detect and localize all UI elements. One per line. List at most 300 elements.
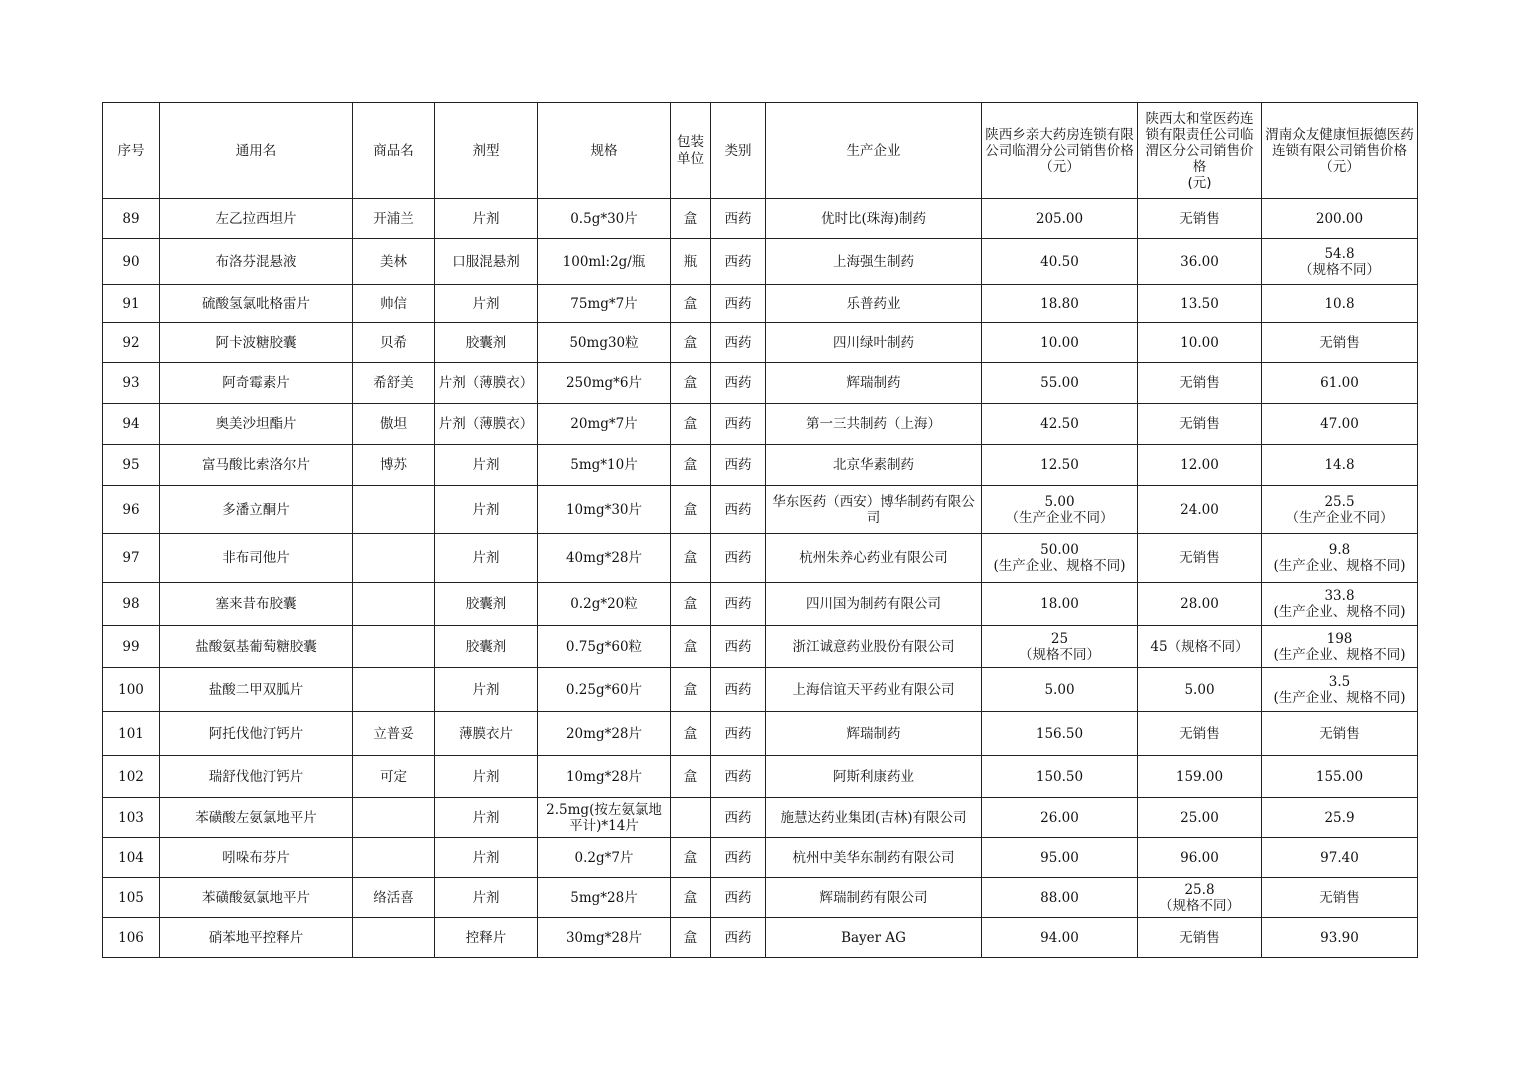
- price-note: （生产企业不同）: [1005, 509, 1114, 526]
- cell-package-unit: 盒: [671, 445, 711, 486]
- cell-brand-name: 帅信: [353, 285, 435, 323]
- cell-generic-name: 阿卡波糖胶囊: [160, 323, 353, 363]
- cell-category: 西药: [711, 534, 766, 583]
- cell-spec: 75mg*7片: [538, 285, 671, 323]
- cell-package-unit: 盒: [671, 534, 711, 583]
- cell-seq: 94: [103, 404, 160, 445]
- cell-generic-name: 富马酸比索洛尔片: [160, 445, 353, 486]
- cell-manufacturer: 四川绿叶制药: [766, 323, 982, 363]
- cell-store2-price: [1138, 712, 1262, 756]
- cell-package-unit: 盒: [671, 199, 711, 239]
- cell-store2-price: [1138, 285, 1262, 323]
- price-value: 25.5: [1324, 493, 1355, 510]
- cell-generic-name: 吲哚布芬片: [160, 838, 353, 878]
- cell-seq: 98: [103, 583, 160, 626]
- cell-category: 西药: [711, 363, 766, 404]
- price-value: 无销售: [1179, 416, 1220, 432]
- cell-dosage-form: 片剂（薄膜衣）: [435, 363, 538, 404]
- price-value: 54.8: [1324, 245, 1355, 262]
- cell-store2-price: [1138, 534, 1262, 583]
- cell-spec: 10mg*28片: [538, 756, 671, 798]
- price-value: 205.00: [1035, 210, 1084, 227]
- cell-seq: 101: [103, 712, 160, 756]
- cell-store1-price: [982, 363, 1138, 404]
- price-value: 5.00: [1044, 493, 1075, 510]
- table-row: [103, 712, 1418, 756]
- cell-store2-price: [1138, 756, 1262, 798]
- cell-manufacturer: 乐普药业: [766, 285, 982, 323]
- cell-store3-price: [1262, 239, 1418, 285]
- price-value: 28.00: [1180, 596, 1219, 612]
- price-note: (生产企业、规格不同): [1273, 558, 1406, 574]
- header-row: [103, 103, 1418, 199]
- cell-seq: 96: [103, 486, 160, 534]
- cell-manufacturer: 华东医药（西安）博华制药有限公司: [766, 486, 982, 534]
- cell-brand-name: 立普妥: [353, 712, 435, 756]
- cell-seq: 105: [103, 878, 160, 918]
- cell-category: 西药: [711, 878, 766, 918]
- price-note: (生产企业、规格不同): [993, 558, 1126, 574]
- cell-generic-name: 多潘立酮片: [160, 486, 353, 534]
- price-value: 无销售: [1179, 725, 1220, 742]
- price-value: 18.80: [1040, 295, 1079, 312]
- cell-dosage-form: 片剂: [435, 756, 538, 798]
- cell-brand-name: [353, 838, 435, 878]
- price-value: 61.00: [1320, 375, 1359, 391]
- cell-store2-price: [1138, 404, 1262, 445]
- cell-store3-price: [1262, 199, 1418, 239]
- cell-store1-price: [982, 838, 1138, 878]
- cell-store3-price: [1262, 878, 1418, 918]
- price-value: 9.8: [1328, 542, 1351, 558]
- cell-store2-price: [1138, 239, 1262, 285]
- price-value: 24.00: [1180, 501, 1219, 518]
- cell-seq: 97: [103, 534, 160, 583]
- cell-dosage-form: 薄膜衣片: [435, 712, 538, 756]
- cell-category: 西药: [711, 199, 766, 239]
- cell-dosage-form: 控释片: [435, 918, 538, 958]
- cell-package-unit: 盒: [671, 626, 711, 668]
- cell-store2-price: [1138, 363, 1262, 404]
- price-note: (生产企业、规格不同): [1273, 689, 1406, 706]
- cell-store3-price: [1262, 534, 1418, 583]
- cell-category: 西药: [711, 486, 766, 534]
- header-spec: 规格: [538, 103, 671, 199]
- cell-spec: 0.2g*7片: [538, 838, 671, 878]
- cell-package-unit: 盒: [671, 583, 711, 626]
- cell-store1-price: [982, 285, 1138, 323]
- price-value: 5.00: [1044, 681, 1075, 698]
- cell-manufacturer: 浙江诚意药业股份有限公司: [766, 626, 982, 668]
- cell-manufacturer: 四川国为制药有限公司: [766, 583, 982, 626]
- price-value: 10.8: [1324, 295, 1355, 312]
- table-body: [103, 199, 1418, 958]
- cell-dosage-form: 片剂: [435, 798, 538, 838]
- cell-store1-price: [982, 323, 1138, 363]
- cell-store3-price: [1262, 756, 1418, 798]
- cell-category: 西药: [711, 668, 766, 712]
- cell-spec: 0.5g*30片: [538, 199, 671, 239]
- cell-manufacturer: Bayer AG: [766, 918, 982, 958]
- cell-brand-name: [353, 798, 435, 838]
- cell-package-unit: 盒: [671, 404, 711, 445]
- cell-store3-price: [1262, 712, 1418, 756]
- cell-generic-name: 盐酸氨基葡萄糖胶囊: [160, 626, 353, 668]
- cell-store1-price: [982, 239, 1138, 285]
- cell-store2-price: [1138, 445, 1262, 486]
- cell-store1-price: [982, 878, 1138, 918]
- cell-dosage-form: 片剂: [435, 838, 538, 878]
- table-row: [103, 918, 1418, 958]
- table-row: [103, 363, 1418, 404]
- cell-store3-price: [1262, 838, 1418, 878]
- cell-store3-price: [1262, 404, 1418, 445]
- price-value: 156.50: [1035, 725, 1084, 742]
- price-value: 159.00: [1175, 768, 1224, 785]
- cell-package-unit: 盒: [671, 878, 711, 918]
- cell-store1-price: [982, 798, 1138, 838]
- cell-spec: 0.25g*60片: [538, 668, 671, 712]
- cell-generic-name: 苯磺酸左氨氯地平片: [160, 798, 353, 838]
- cell-manufacturer: 辉瑞制药: [766, 712, 982, 756]
- cell-brand-name: 贝希: [353, 323, 435, 363]
- header-store3-label: 渭南众友健康恒振德医药连锁有限公司销售价格: [1265, 126, 1414, 159]
- price-note: (生产企业、规格不同): [1273, 604, 1406, 620]
- cell-store3-price: [1262, 363, 1418, 404]
- header-store1-label: 陕西乡亲大药房连锁有限公司临渭分公司销售价格: [985, 126, 1134, 159]
- cell-manufacturer: 优时比(珠海)制药: [766, 199, 982, 239]
- cell-dosage-form: 片剂: [435, 534, 538, 583]
- cell-category: 西药: [711, 626, 766, 668]
- header-store3-unit: （元）: [1319, 158, 1360, 175]
- price-value: 150.50: [1035, 768, 1084, 785]
- cell-generic-name: 奥美沙坦酯片: [160, 404, 353, 445]
- price-value: 无销售: [1179, 550, 1220, 566]
- cell-store2-price: [1138, 626, 1262, 668]
- cell-brand-name: 希舒美: [353, 363, 435, 404]
- header-brand-name: 商品名: [353, 103, 435, 199]
- table-row: [103, 838, 1418, 878]
- table-row: [103, 798, 1418, 838]
- cell-generic-name: 非布司他片: [160, 534, 353, 583]
- cell-store2-price: [1138, 323, 1262, 363]
- cell-seq: 100: [103, 668, 160, 712]
- table-row: [103, 756, 1418, 798]
- cell-generic-name: 瑞舒伐他汀钙片: [160, 756, 353, 798]
- header-package-unit: 包装单位: [671, 103, 711, 199]
- price-value: 14.8: [1324, 457, 1355, 473]
- cell-seq: 104: [103, 838, 160, 878]
- cell-store2-price: [1138, 798, 1262, 838]
- cell-manufacturer: 辉瑞制药有限公司: [766, 878, 982, 918]
- price-value: 95.00: [1040, 849, 1079, 866]
- header-dosage-form: 剂型: [435, 103, 538, 199]
- cell-spec: 40mg*28片: [538, 534, 671, 583]
- header-store2-unit: (元): [1187, 174, 1212, 191]
- cell-seq: 102: [103, 756, 160, 798]
- header-seq: 序号: [103, 103, 160, 199]
- price-note: （生产企业不同）: [1285, 509, 1394, 526]
- cell-store1-price: [982, 404, 1138, 445]
- cell-generic-name: 左乙拉西坦片: [160, 199, 353, 239]
- cell-brand-name: [353, 626, 435, 668]
- cell-package-unit: 盒: [671, 712, 711, 756]
- price-value: 42.50: [1040, 416, 1079, 432]
- price-value: 155.00: [1315, 768, 1364, 785]
- cell-spec: 20mg*7片: [538, 404, 671, 445]
- price-note: (生产企业、规格不同): [1273, 646, 1406, 663]
- price-value: 50.00: [1040, 542, 1079, 558]
- price-value: 93.90: [1320, 929, 1359, 946]
- table-row: [103, 668, 1418, 712]
- cell-generic-name: 硝苯地平控释片: [160, 918, 353, 958]
- cell-store3-price: [1262, 323, 1418, 363]
- cell-generic-name: 硫酸氢氯吡格雷片: [160, 285, 353, 323]
- cell-package-unit: 瓶: [671, 239, 711, 285]
- cell-dosage-form: 胶囊剂: [435, 323, 538, 363]
- cell-seq: 90: [103, 239, 160, 285]
- price-value: 无销售: [1319, 334, 1360, 351]
- cell-dosage-form: 片剂: [435, 668, 538, 712]
- price-value: 无销售: [1179, 929, 1220, 946]
- cell-seq: 89: [103, 199, 160, 239]
- cell-seq: 92: [103, 323, 160, 363]
- cell-package-unit: 盒: [671, 918, 711, 958]
- table-row: [103, 583, 1418, 626]
- price-value: 94.00: [1040, 929, 1079, 946]
- cell-spec: 0.2g*20粒: [538, 583, 671, 626]
- cell-store1-price: [982, 445, 1138, 486]
- cell-spec: 0.75g*60粒: [538, 626, 671, 668]
- price-value: 12.50: [1040, 457, 1079, 473]
- cell-manufacturer: 北京华素制药: [766, 445, 982, 486]
- price-value: 25: [1050, 630, 1069, 647]
- cell-store2-price: [1138, 583, 1262, 626]
- table-row: [103, 323, 1418, 363]
- price-value: 33.8: [1324, 588, 1355, 604]
- cell-store1-price: [982, 199, 1138, 239]
- header-store1-price: [982, 103, 1138, 199]
- header-store3-price: [1262, 103, 1418, 199]
- cell-category: 西药: [711, 239, 766, 285]
- price-value: 55.00: [1040, 375, 1079, 391]
- cell-spec: 5mg*28片: [538, 878, 671, 918]
- table-row: [103, 285, 1418, 323]
- cell-spec: 10mg*30片: [538, 486, 671, 534]
- cell-brand-name: 络活喜: [353, 878, 435, 918]
- cell-package-unit: 盒: [671, 285, 711, 323]
- cell-brand-name: [353, 534, 435, 583]
- cell-store1-price: [982, 626, 1138, 668]
- cell-store3-price: [1262, 583, 1418, 626]
- cell-store3-price: [1262, 445, 1418, 486]
- cell-store3-price: [1262, 918, 1418, 958]
- cell-generic-name: 苯磺酸氨氯地平片: [160, 878, 353, 918]
- cell-package-unit: 盒: [671, 363, 711, 404]
- cell-manufacturer: 杭州朱养心药业有限公司: [766, 534, 982, 583]
- price-value: 无销售: [1179, 375, 1220, 391]
- cell-store3-price: [1262, 798, 1418, 838]
- price-value: 198: [1326, 630, 1353, 647]
- cell-store2-price: [1138, 486, 1262, 534]
- cell-spec: 5mg*10片: [538, 445, 671, 486]
- cell-store2-price: [1138, 668, 1262, 712]
- cell-manufacturer: 上海信谊天平药业有限公司: [766, 668, 982, 712]
- cell-seq: 93: [103, 363, 160, 404]
- cell-package-unit: 盒: [671, 323, 711, 363]
- table-row: [103, 445, 1418, 486]
- cell-manufacturer: 辉瑞制药: [766, 363, 982, 404]
- cell-dosage-form: 片剂: [435, 878, 538, 918]
- price-value: 3.5: [1328, 673, 1351, 690]
- table-row: [103, 534, 1418, 583]
- cell-dosage-form: 胶囊剂: [435, 626, 538, 668]
- cell-spec: 250mg*6片: [538, 363, 671, 404]
- cell-store1-price: [982, 756, 1138, 798]
- cell-manufacturer: 上海强生制药: [766, 239, 982, 285]
- cell-store2-price: [1138, 918, 1262, 958]
- cell-package-unit: 盒: [671, 486, 711, 534]
- table-header: [103, 103, 1418, 199]
- cell-store2-price: [1138, 838, 1262, 878]
- cell-seq: 91: [103, 285, 160, 323]
- cell-category: 西药: [711, 918, 766, 958]
- cell-seq: 103: [103, 798, 160, 838]
- cell-generic-name: 阿托伐他汀钙片: [160, 712, 353, 756]
- price-note: （规格不同）: [1019, 646, 1100, 663]
- header-store2-price: [1138, 103, 1262, 199]
- cell-package-unit: 盒: [671, 838, 711, 878]
- header-category: 类别: [711, 103, 766, 199]
- table-row: [103, 486, 1418, 534]
- cell-store3-price: [1262, 486, 1418, 534]
- cell-dosage-form: 口服混悬剂: [435, 239, 538, 285]
- cell-category: 西药: [711, 712, 766, 756]
- cell-spec: 100ml:2g/瓶: [538, 239, 671, 285]
- price-value: 12.00: [1180, 457, 1219, 473]
- price-value: 25.8: [1184, 881, 1215, 898]
- cell-package-unit: [671, 798, 711, 838]
- price-value: 10.00: [1180, 334, 1219, 351]
- price-note: （规格不同）: [1159, 897, 1240, 914]
- cell-dosage-form: 片剂: [435, 445, 538, 486]
- table-row: [103, 878, 1418, 918]
- cell-seq: 106: [103, 918, 160, 958]
- price-value: 13.50: [1180, 295, 1219, 312]
- price-value: 45（规格不同）: [1150, 638, 1249, 655]
- cell-generic-name: 阿奇霉素片: [160, 363, 353, 404]
- cell-manufacturer: 杭州中美华东制药有限公司: [766, 838, 982, 878]
- cell-store2-price: [1138, 199, 1262, 239]
- cell-category: 西药: [711, 445, 766, 486]
- cell-category: 西药: [711, 838, 766, 878]
- cell-brand-name: 傲坦: [353, 404, 435, 445]
- cell-category: 西药: [711, 404, 766, 445]
- cell-store1-price: [982, 534, 1138, 583]
- cell-store3-price: [1262, 668, 1418, 712]
- price-value: 200.00: [1315, 210, 1364, 227]
- header-store2-label: 陕西太和堂医药连锁有限责任公司临渭区分公司销售价格: [1145, 110, 1254, 175]
- cell-brand-name: 美林: [353, 239, 435, 285]
- cell-dosage-form: 胶囊剂: [435, 583, 538, 626]
- cell-store1-price: [982, 668, 1138, 712]
- cell-brand-name: 开浦兰: [353, 199, 435, 239]
- cell-spec: 20mg*28片: [538, 712, 671, 756]
- table-row: [103, 404, 1418, 445]
- price-value: 无销售: [1179, 210, 1220, 227]
- cell-brand-name: [353, 583, 435, 626]
- price-value: 88.00: [1040, 889, 1079, 906]
- cell-seq: 99: [103, 626, 160, 668]
- cell-dosage-form: 片剂: [435, 199, 538, 239]
- cell-package-unit: 盒: [671, 668, 711, 712]
- price-value: 5.00: [1184, 681, 1215, 698]
- price-value: 25.9: [1324, 809, 1355, 826]
- cell-spec: 50mg30粒: [538, 323, 671, 363]
- cell-manufacturer: 第一三共制药（上海）: [766, 404, 982, 445]
- cell-brand-name: [353, 918, 435, 958]
- price-value: 97.40: [1320, 849, 1359, 866]
- cell-category: 西药: [711, 798, 766, 838]
- header-store1-unit: （元）: [1039, 158, 1080, 175]
- cell-store1-price: [982, 712, 1138, 756]
- price-value: 36.00: [1180, 253, 1219, 270]
- cell-brand-name: 博苏: [353, 445, 435, 486]
- table-row: [103, 626, 1418, 668]
- price-value: 无销售: [1319, 725, 1360, 742]
- cell-dosage-form: 片剂: [435, 486, 538, 534]
- cell-category: 西药: [711, 323, 766, 363]
- cell-category: 西药: [711, 583, 766, 626]
- price-value: 47.00: [1320, 416, 1359, 432]
- cell-brand-name: [353, 486, 435, 534]
- header-manufacturer: 生产企业: [766, 103, 982, 199]
- cell-seq: 95: [103, 445, 160, 486]
- cell-generic-name: 塞来昔布胶囊: [160, 583, 353, 626]
- cell-store3-price: [1262, 626, 1418, 668]
- price-value: 18.00: [1040, 596, 1079, 612]
- price-value: 25.00: [1180, 809, 1219, 826]
- price-note: （规格不同）: [1299, 261, 1380, 278]
- cell-brand-name: [353, 668, 435, 712]
- cell-store2-price: [1138, 878, 1262, 918]
- price-table: [102, 102, 1418, 958]
- cell-store1-price: [982, 583, 1138, 626]
- price-value: 26.00: [1040, 809, 1079, 826]
- cell-brand-name: 可定: [353, 756, 435, 798]
- table-row: [103, 239, 1418, 285]
- cell-store3-price: [1262, 285, 1418, 323]
- cell-store1-price: [982, 918, 1138, 958]
- cell-package-unit: 盒: [671, 756, 711, 798]
- cell-generic-name: 布洛芬混悬液: [160, 239, 353, 285]
- cell-dosage-form: 片剂（薄膜衣）: [435, 404, 538, 445]
- cell-dosage-form: 片剂: [435, 285, 538, 323]
- cell-manufacturer: 施慧达药业集团(吉林)有限公司: [766, 798, 982, 838]
- cell-store1-price: [982, 486, 1138, 534]
- cell-category: 西药: [711, 756, 766, 798]
- cell-category: 西药: [711, 285, 766, 323]
- price-value: 无销售: [1319, 889, 1360, 906]
- cell-spec: 2.5mg(按左氨氯地平计)*14片: [538, 798, 671, 838]
- cell-generic-name: 盐酸二甲双胍片: [160, 668, 353, 712]
- price-value: 96.00: [1180, 849, 1219, 866]
- table-row: [103, 199, 1418, 239]
- cell-manufacturer: 阿斯利康药业: [766, 756, 982, 798]
- price-value: 40.50: [1040, 253, 1079, 270]
- price-value: 10.00: [1040, 334, 1079, 351]
- cell-spec: 30mg*28片: [538, 918, 671, 958]
